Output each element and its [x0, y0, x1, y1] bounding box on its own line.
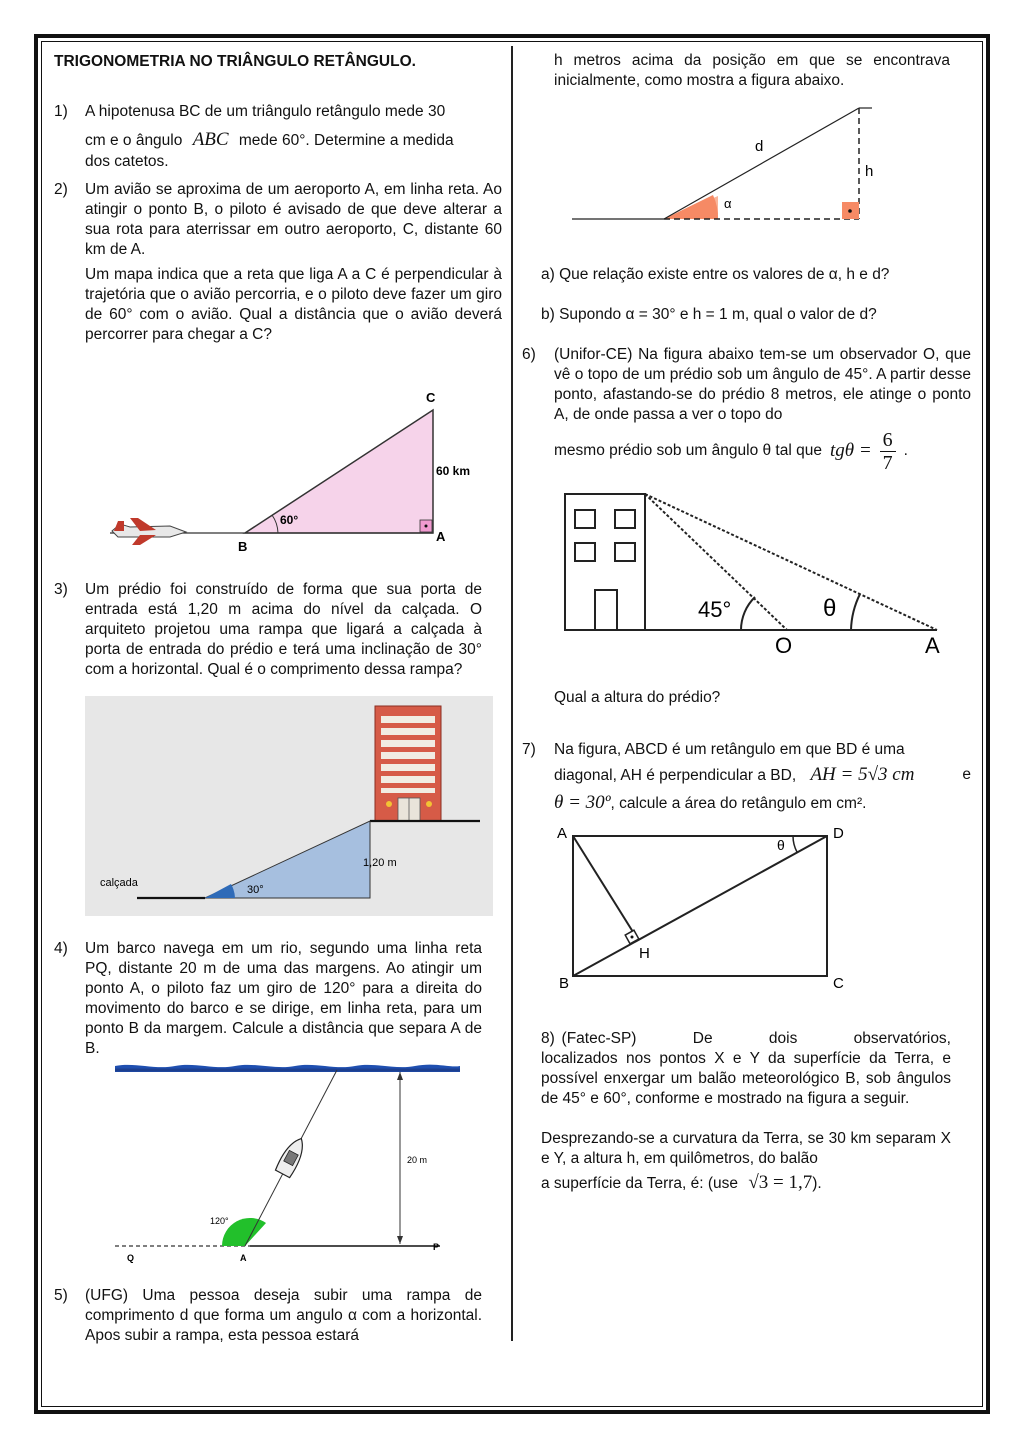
fraction-6-7: $\frac{6}{7}$ — [880, 429, 896, 474]
q2-fig-label-c: C — [426, 390, 436, 405]
q2-fig-angle: 60° — [280, 513, 299, 527]
q5-number: 5) — [54, 1287, 68, 1304]
q6-fig-45: 45° — [698, 597, 732, 622]
q1-line-1: A hipotenusa BC de um triângulo retângulo mede 30 — [85, 103, 446, 120]
q2-text-2: Um mapa indica que a reta que liga A a C é perpendicular à trajetória que o avião percorria, e o piloto deve fazer um giro de 60° com o avião. Qual a distância que o avião deverá percorrer para chegar a C? — [85, 266, 502, 343]
q5-figure — [572, 98, 872, 230]
q6-fig-a: A — [925, 633, 940, 658]
q8-text-3: a superfície da Terra, é: (use √3 = 1,7). — [541, 1172, 822, 1193]
q7-fig-b: B — [559, 975, 570, 992]
q8-text-2: Desprezando-se a curvatura da Terra, se 30 km separam X e Y, a altura h, em quilômetros, do balão — [541, 1130, 951, 1167]
q6-number: 6) — [522, 346, 536, 363]
q6-fig-theta: θ — [823, 595, 837, 622]
boat-icon — [275, 1134, 309, 1178]
q2-text-1: Um avião se aproxima de um aeroporto A, em linha reta. Ao atingir o ponto B, o piloto é avisado de que deve alterar a sua rota para aterrissar em outro aeroporto, C, distante 60 km de A. — [85, 181, 502, 258]
q3-text: Um prédio foi construído de forma que sua porta de entrada está 1,20 m acima do nível da calçada. O arquiteto projetou uma rampa que ligará a calçada à porta de entrada do prédio e terá uma inclinação de 30° com a horizontal. Qual é o comprimento dessa rampa? — [85, 581, 482, 678]
q6-question: Qual a altura do prédio? — [554, 689, 721, 706]
q7-line-2: diagonal, AH é perpendicular a BD, AH = 5√3 cm e — [554, 764, 971, 785]
q3-fig-height: 1,20 m — [363, 857, 397, 869]
q3-fig-angle: 30° — [247, 884, 264, 896]
q7-figure — [555, 822, 865, 992]
q5-item-a: a) Que relação existe entre os valores de α, h e d? — [541, 266, 890, 283]
q5-text: (UFG) Uma pessoa deseja subir uma rampa de comprimento d que forma um angulo α com a horizontal. Apos subir a rampa, esta pessoa estará — [85, 1287, 482, 1344]
q5-continuation: h metros acima da posição em que se encontrava inicialmente, como mostra a figura abaixo. — [554, 52, 950, 89]
q8-head-line: 8) (Fatec-SP) De dois observatórios, — [541, 1030, 951, 1047]
q4-figure — [115, 1058, 460, 1266]
q2-fig-label-b: B — [238, 539, 248, 554]
q2-fig-side: 60 km — [436, 464, 471, 478]
q1-number: 1) — [54, 103, 68, 120]
angle-abc: ABC — [192, 129, 229, 150]
q5-fig-d: d — [755, 138, 764, 155]
q7-fig-c: C — [833, 975, 844, 992]
q4-fig-p: P — [433, 1242, 440, 1252]
q5-item-b: b) Supondo α = 30° e h = 1 m, qual o valor de d? — [541, 306, 877, 323]
q4-number: 4) — [54, 940, 68, 957]
q6-fig-o: O — [775, 633, 793, 658]
q7-fig-a: A — [557, 825, 568, 842]
sqrt3-value: √3 = 1,7 — [748, 1172, 813, 1193]
q4-fig-q: Q — [127, 1253, 135, 1263]
q6-figure — [555, 488, 955, 660]
q7-fig-theta: θ — [777, 837, 785, 853]
q2-fig-label-a: A — [436, 529, 446, 544]
q7-fig-h: H — [639, 945, 650, 962]
airplane-icon — [112, 518, 186, 545]
q7-line-3: θ = 30º, calcule a área do retângulo em cm². — [554, 792, 867, 813]
q3-number: 3) — [54, 581, 68, 598]
theta-value: θ = 30º — [554, 792, 611, 813]
q4-text: Um barco navega em um rio, segundo uma linha reta PQ, distante 20 m de uma das margens. Ao atingir um ponto A, o piloto faz um giro de 120° para a direita do movimento do barco e se dirige, em linha reta, para um ponto B da margem. Calcule a distância que separa A de B. — [85, 940, 482, 1057]
q4-fig-angle: 120° — [210, 1216, 229, 1226]
q7-fig-d: D — [833, 825, 844, 842]
column-divider — [511, 46, 513, 1341]
q5-fig-h: h — [865, 163, 874, 180]
q7-line-1: Na figura, ABCD é um retângulo em que BD é uma — [554, 741, 905, 758]
q6-formula-line: mesmo prédio sob um ângulo θ tal que tgθ = $\frac{6}{7}$ . — [554, 428, 908, 474]
q6-text: (Unifor-CE) Na figura abaixo tem-se um observador O, que vê o topo de um prédio sob um ângulo de 45°. A partir desse ponto, afastando-se do prédio 8 metros, ele atinge o ponto A, de onde passa a ver o topo do — [554, 346, 971, 423]
q3-fig-sidewalk: calçada — [100, 877, 138, 889]
q8-text: localizados nos pontos X e Y da superfície da Terra, e possível enxergar um balão meteorológico B, sob ângulos de 45° e 60°, conforme e mostrado na figura a seguir. — [541, 1050, 951, 1107]
page-title: TRIGONOMETRIA NO TRIÂNGULO RETÂNGULO. — [54, 53, 416, 70]
q1-line-2: cm e o ângulo ABC mede 60°. Determine a medida — [85, 129, 454, 150]
building-icon — [375, 706, 441, 821]
q2-figure — [100, 385, 480, 555]
q3-figure — [85, 696, 493, 916]
q7-number: 7) — [522, 741, 536, 758]
q1-line-3: dos catetos. — [85, 153, 169, 170]
q4-fig-a: A — [240, 1253, 247, 1263]
tg-theta: tgθ = — [829, 440, 872, 461]
q5-fig-alpha: α — [724, 196, 732, 211]
q2-number: 2) — [54, 181, 68, 198]
q4-fig-dist: 20 m — [407, 1155, 428, 1165]
ah-value: AH = 5√3 cm — [810, 764, 915, 785]
